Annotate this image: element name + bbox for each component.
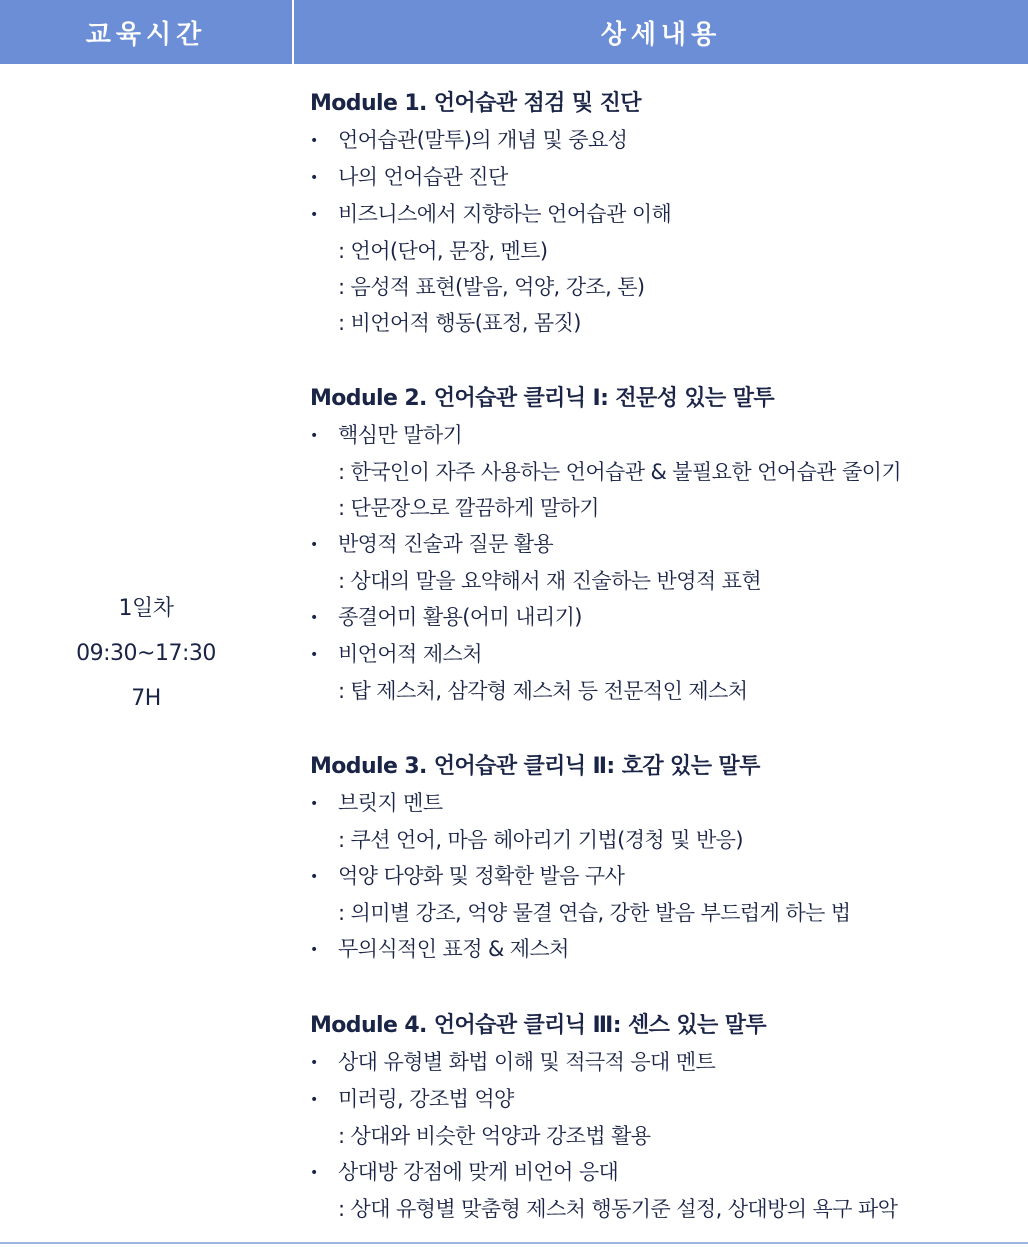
sub-item: : 한국인이 자주 사용하는 언어습관 & 불필요한 언어습관 줄이기 (338, 460, 902, 484)
module-4 (310, 1008, 1020, 1227)
list-item-text: 종결어미 활용(어미 내리기) (338, 605, 582, 629)
list-item (310, 636, 1020, 673)
bullet-icon: • (310, 1092, 318, 1108)
list-item (310, 931, 1020, 968)
list-item-text: 상대 유형별 화법 이해 및 적극적 응대 멘트 (338, 1050, 716, 1074)
module-title: Module 2. 언어습관 클리닉 Ⅰ: 전문성 있는 말투 (310, 386, 775, 411)
list-item (310, 196, 1020, 233)
schedule-cell (0, 64, 292, 1242)
list-item (310, 159, 1020, 196)
bullet-icon: • (310, 942, 318, 958)
module-title: Module 4. 언어습관 클리닉 Ⅲ: 센스 있는 말투 (310, 1013, 767, 1038)
list-item-text: 상대방 강점에 맞게 비언어 응대 (338, 1160, 619, 1184)
module-3 (310, 749, 1020, 968)
header-details: 상세내용 (600, 19, 722, 50)
list-item (310, 858, 1020, 895)
list-item (310, 122, 1020, 159)
details-cell (310, 86, 1020, 1227)
sub-item: : 탑 제스처, 삼각형 제스처 등 전문적인 제스처 (338, 679, 748, 703)
bullet-icon: • (310, 647, 318, 663)
bullet-icon: • (310, 1055, 318, 1071)
bullet-icon: • (310, 428, 318, 444)
list-item (310, 417, 1020, 454)
schedule-hours: 7H (131, 685, 161, 711)
list-item-text: 핵심만 말하기 (338, 423, 463, 447)
list-item-text: 브릿지 멘트 (338, 791, 443, 815)
module-2 (310, 381, 1020, 709)
sub-item: : 상대의 말을 요약해서 재 진술하는 반영적 표현 (338, 569, 762, 593)
module-title: Module 1. 언어습관 점검 및 진단 (310, 91, 641, 116)
bullet-icon: • (310, 869, 318, 885)
table-header (0, 0, 1028, 64)
module-1 (310, 86, 1020, 341)
list-item (310, 599, 1020, 636)
bullet-icon: • (310, 133, 318, 149)
sub-item: : 상대와 비슷한 억양과 강조법 활용 (338, 1124, 651, 1148)
list-item-text: 미러링, 강조법 억양 (338, 1087, 514, 1111)
header-education-time: 교육시간 (85, 19, 207, 50)
list-item (310, 526, 1020, 563)
list-item-text: 비언어적 제스처 (338, 642, 482, 666)
list-item-text: 비즈니스에서 지향하는 언어습관 이해 (338, 202, 672, 226)
list-item-text: 억양 다양화 및 정확한 발음 구사 (338, 864, 625, 888)
list-item-text: 반영적 진술과 질문 활용 (338, 532, 554, 556)
list-item-text: 언어습관(말투)의 개념 및 중요성 (338, 128, 628, 152)
schedule-day: 1일차 (118, 595, 174, 621)
bullet-icon: • (310, 537, 318, 553)
list-item (310, 1081, 1020, 1118)
sub-item: : 음성적 표현(발음, 억양, 강조, 톤) (338, 275, 645, 299)
sub-item: : 상대 유형별 맞춤형 제스처 행동기준 설정, 상대방의 욕구 파악 (338, 1197, 898, 1221)
bullet-icon: • (310, 610, 318, 626)
list-item (310, 1154, 1020, 1191)
bullet-icon: • (310, 170, 318, 186)
bullet-icon: • (310, 796, 318, 812)
sub-item: : 언어(단어, 문장, 멘트) (338, 239, 548, 263)
list-item-text: 나의 언어습관 진단 (338, 165, 508, 189)
sub-item: : 쿠션 언어, 마음 헤아리기 기법(경청 및 반응) (338, 828, 743, 852)
schedule-time: 09:30~17:30 (76, 640, 216, 666)
sub-item: : 의미별 강조, 억양 물결 연습, 강한 발음 부드럽게 하는 법 (338, 901, 851, 925)
module-title: Module 3. 언어습관 클리닉 Ⅱ: 호감 있는 말투 (310, 754, 760, 779)
sub-item: : 단문장으로 깔끔하게 말하기 (338, 496, 599, 520)
list-item (310, 785, 1020, 822)
sub-item: : 비언어적 행동(표정, 몸짓) (338, 311, 581, 335)
bullet-icon: • (310, 207, 318, 223)
list-item-text: 무의식적인 표정 & 제스처 (338, 937, 569, 961)
list-item (310, 1044, 1020, 1081)
table-bottom-rule (0, 1242, 1028, 1244)
bullet-icon: • (310, 1165, 318, 1181)
